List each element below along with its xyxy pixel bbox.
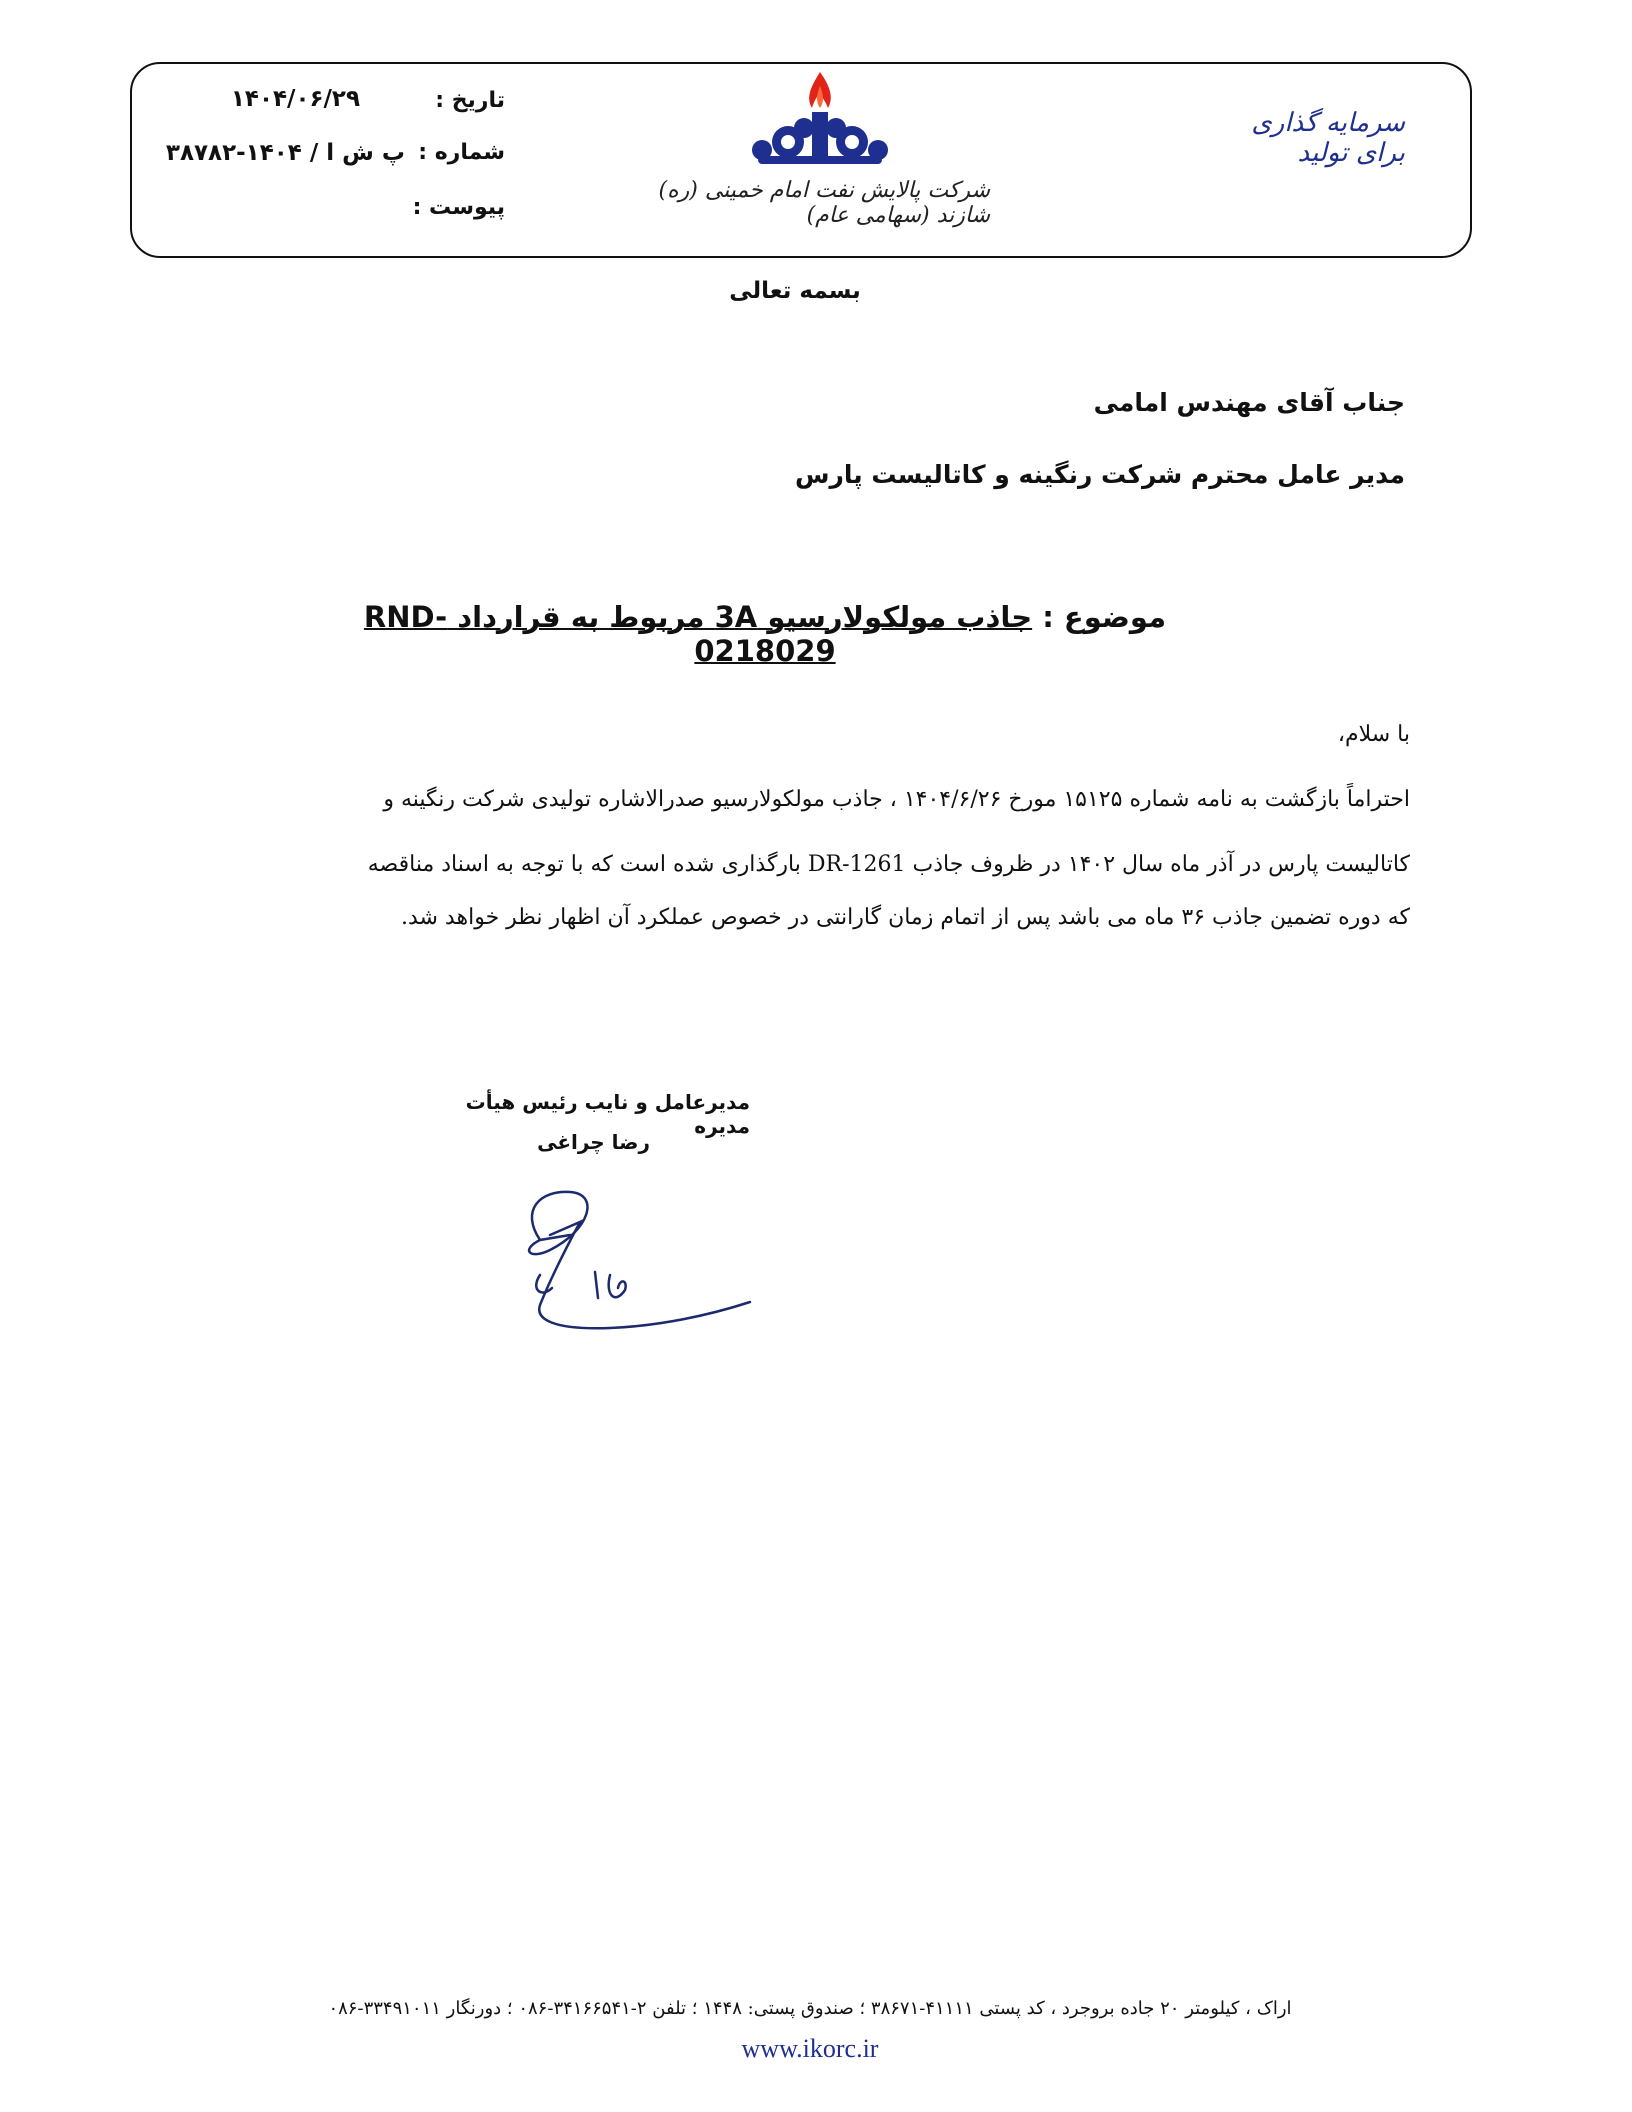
number-value: پ ش ا / ۱۴۰۴-۳۸۷۸۲ — [165, 140, 405, 166]
signatory-title: مدیرعامل و نایب رئیس هیأت مدیره — [465, 1090, 750, 1138]
greeting: با سلام، — [1337, 722, 1410, 747]
body-line-3: که دوره تضمین جاذب ۳۶ ماه می باشد پس از اتمام زمان گارانتی در خصوص عملکرد آن اظهار نظر خواهد شد. — [400, 905, 1410, 930]
number-label: شماره : — [418, 140, 505, 165]
subject-prefix: موضوع : — [1032, 600, 1167, 634]
addressee-title: مدیر عامل محترم شرکت رنگینه و کاتالیست پارس — [794, 460, 1405, 489]
subject-text: جاذب مولکولارسیو 3A مربوط به قرارداد RND-0218029 — [363, 600, 1033, 668]
signatory-name: رضا چراغی — [537, 1130, 650, 1154]
slogan: سرمایه گذاری برای تولید — [1251, 108, 1405, 168]
date-value: ۱۴۰۴/۰۶/۲۹ — [230, 86, 360, 112]
addressee-name: جناب آقای مهندس امامی — [1093, 388, 1405, 417]
footer-address: اراک ، کیلومتر ۲۰ جاده بروجرد ، کد پستی ۴۱۱۱۱-۳۸۶۷۱ ؛ صندوق پستی: ۱۴۴۸ ؛ تلفن ۲-۳۴۱۶۶۵۴۱-۰۸۶ ؛ دورنگار ۳۳۴۹۱۰۱۱-۰۸۶ — [328, 1998, 1292, 2019]
footer-website[interactable]: www.ikorc.ir — [741, 2034, 879, 2063]
body-line-1: احتراماً بازگشت به نامه شماره ۱۵۱۲۵ مورخ ۱۴۰۴/۶/۲۶ ، جاذب مولکولارسیو صدرالاشاره تولیدی شرکت رنگینه و — [383, 787, 1410, 812]
company-name: شرکت پالایش نفت امام خمینی (ره) شازند (سهامی عام) — [658, 178, 990, 228]
attachment-label: پیوست : — [412, 195, 505, 220]
bismillah: بسمه تعالی — [729, 278, 861, 304]
body-line-2: کاتالیست پارس در آذر ماه سال ۱۴۰۲ در ظروف جاذب DR-1261 بارگذاری شده است که با توجه به اسناد مناقصه — [367, 852, 1410, 877]
date-label: تاریخ : — [435, 88, 505, 113]
subject-line — [300, 600, 1230, 668]
company-logo — [740, 70, 900, 180]
refinery-logo-icon — [740, 70, 900, 180]
handwritten-signature — [480, 1180, 760, 1340]
